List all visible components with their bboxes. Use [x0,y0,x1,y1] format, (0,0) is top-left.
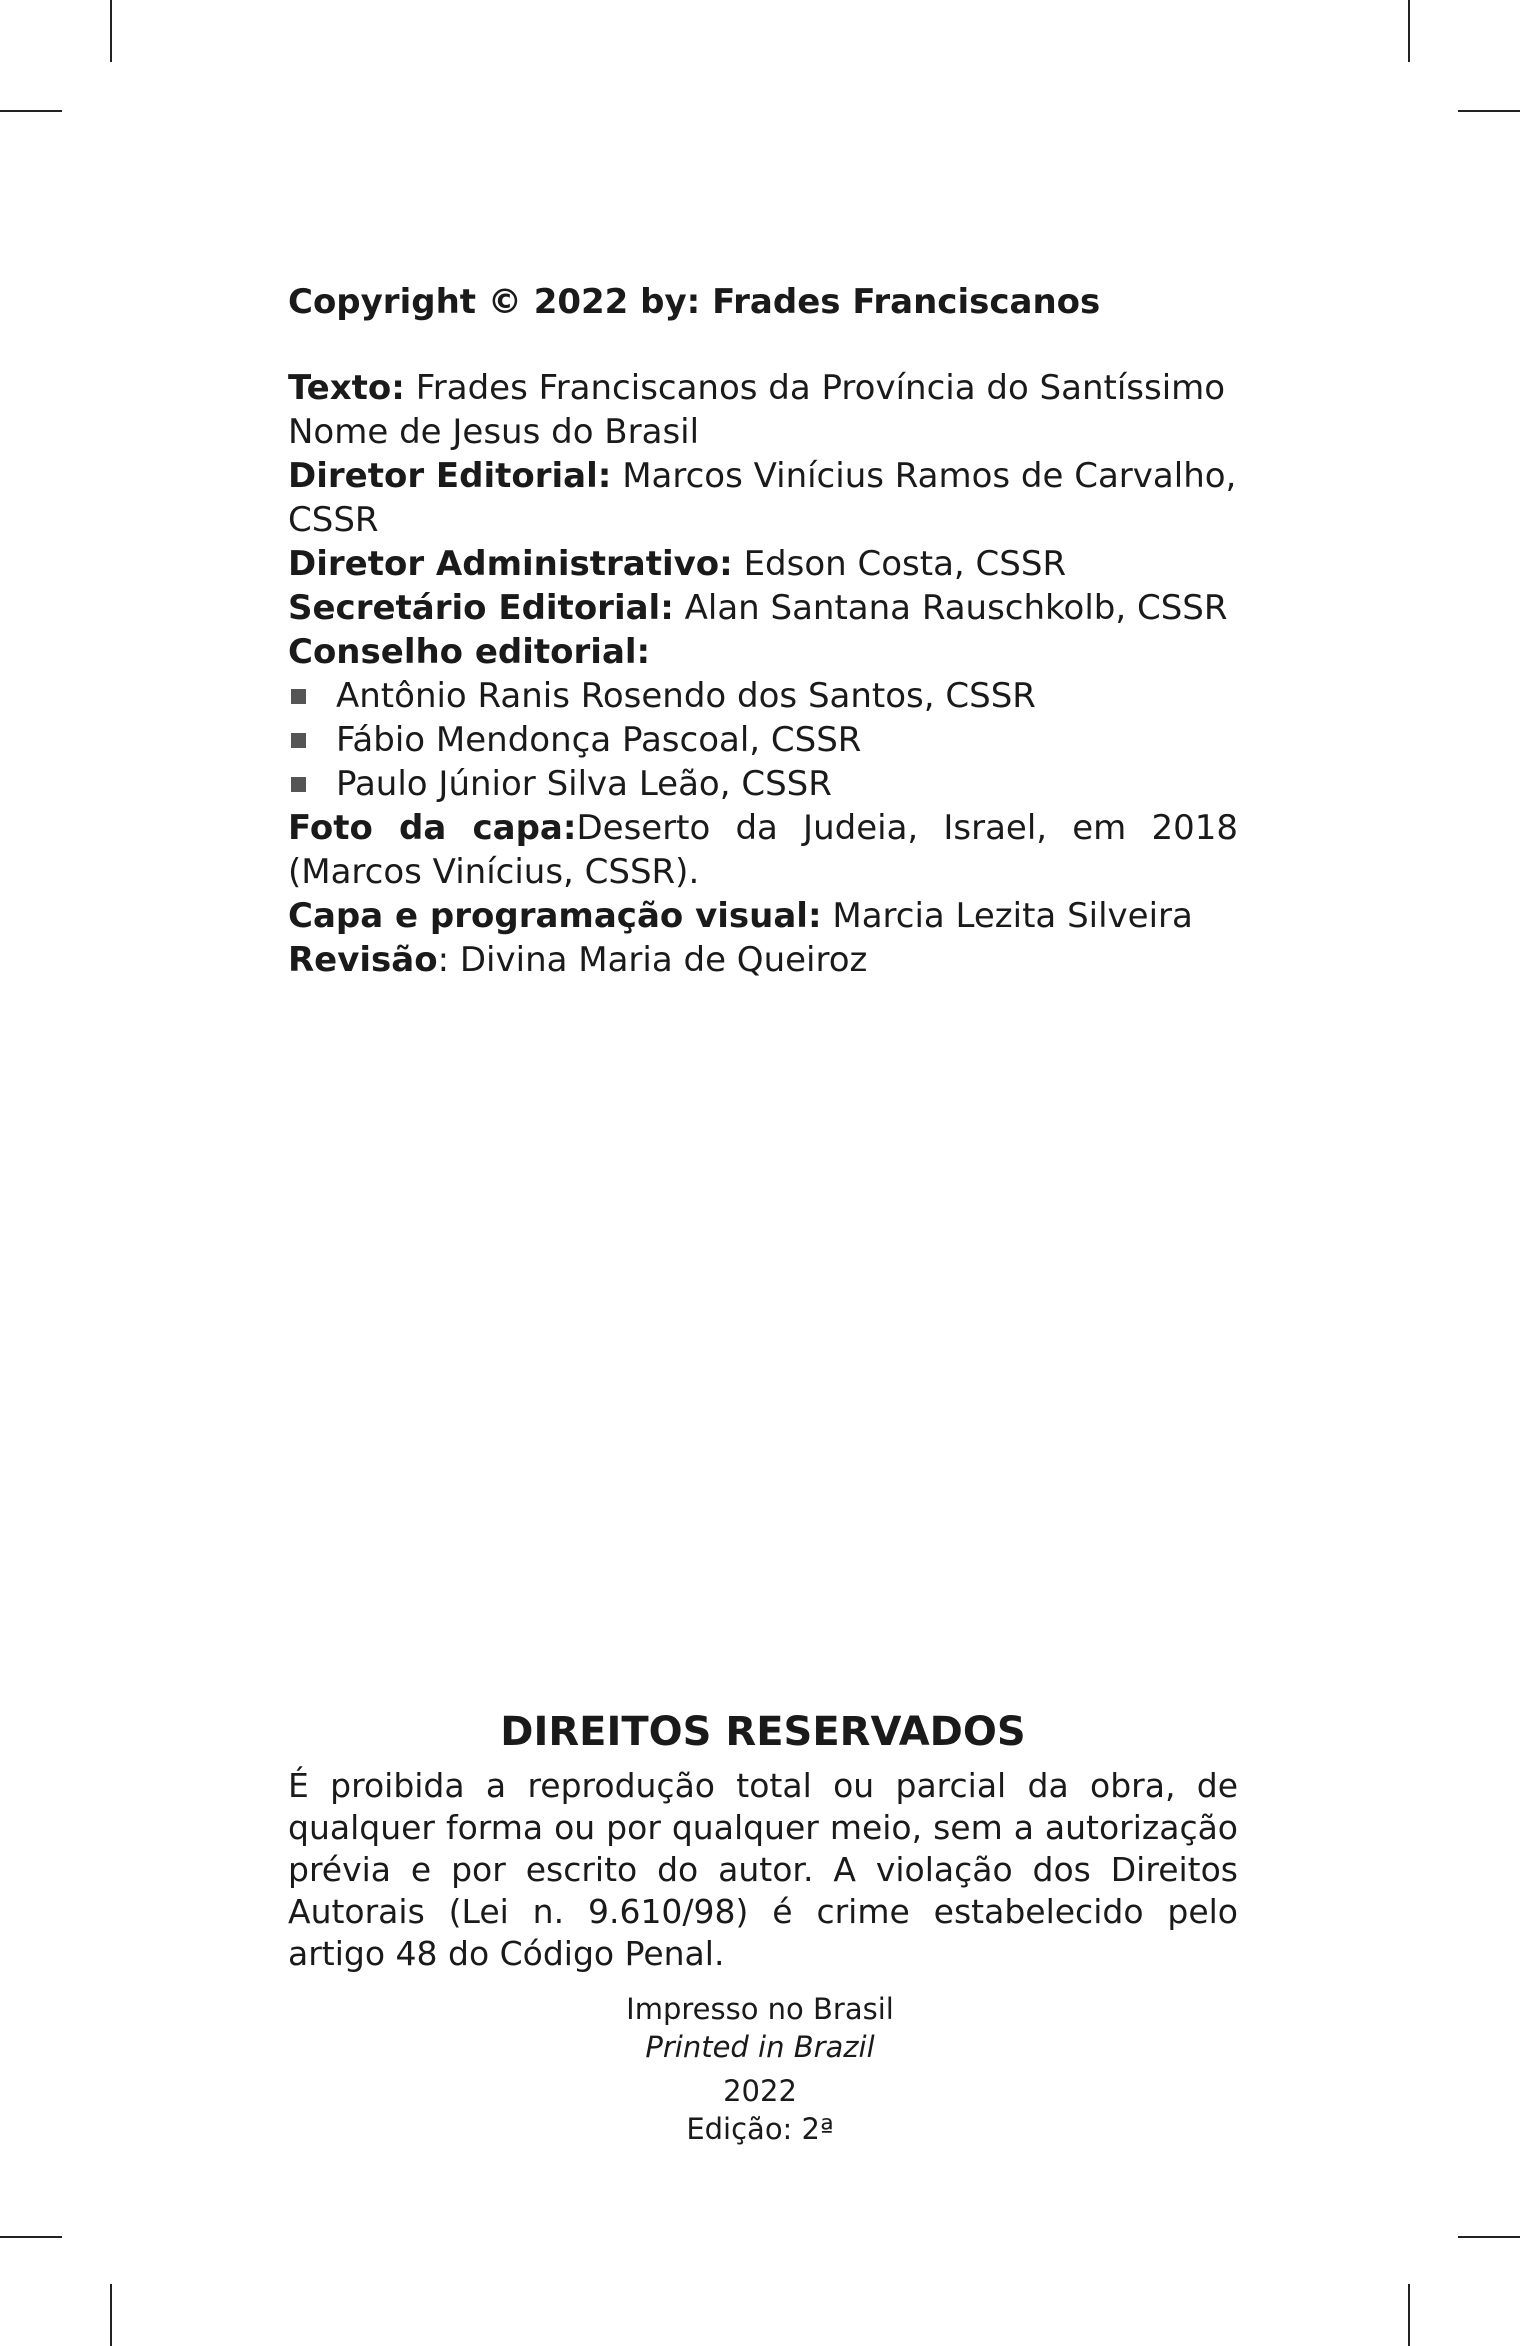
diretor-editorial-label: Diretor Editorial: [288,456,612,496]
texto-row [288,366,1238,454]
crop-mark-bottom-right [1408,2284,1410,2346]
revisao-value: : Divina Maria de Queiroz [437,940,868,980]
rights-section [288,1705,1238,1975]
conselho-member: Fábio Mendonça Pascoal, CSSR [336,720,862,760]
revisao-row [288,938,1238,982]
copyright-line: Copyright © 2022 by: Frades Franciscanos [288,282,1101,322]
square-bullet-icon [291,733,306,748]
crop-mark-bottom-right-h [1458,2236,1520,2238]
rights-title: DIREITOS RESERVADOS [500,1709,1026,1755]
revisao-label: Revisão [288,940,438,980]
credits-block [288,280,1238,982]
conselho-list [288,674,1238,806]
texto-value: Frades Franciscanos da Província do Santíssimo Nome de Jesus do Brasil [288,368,1226,452]
list-item [288,762,1238,806]
secretario-editorial-value: Alan Santana Rauschkolb, CSSR [684,588,1228,628]
list-item [288,674,1238,718]
secretario-editorial-label: Secretário Editorial: [288,588,674,628]
square-bullet-icon [291,777,306,792]
edition: Edição: 2ª [686,2112,834,2146]
foto-label: Foto da capa: [288,808,577,848]
crop-mark-top-right [1408,0,1410,62]
capa-value: Marcia Lezita Silveira [832,896,1193,936]
diretor-administrativo-row [288,542,1238,586]
conselho-member: Antônio Ranis Rosendo dos Santos, CSSR [336,676,1036,716]
conselho-label: Conselho editorial: [288,632,651,672]
diretor-editorial-value: Marcos Vinícius Ramos de Carvalho, CSSR [288,456,1237,540]
conselho-member: Paulo Júnior Silva Leão, CSSR [336,764,832,804]
diretor-administrativo-label: Diretor Administrativo: [288,544,733,584]
printed-en: Printed in Brazil [645,2030,875,2064]
secretario-editorial-row [288,586,1238,630]
printed-pt: Impresso no Brasil [626,1992,894,2026]
imprint-block [488,1990,1032,2148]
foto-row [288,806,1238,894]
list-item [288,718,1238,762]
crop-mark-bottom-left-h [0,2236,62,2238]
crop-mark-top-left [110,0,112,62]
texto-label: Texto: [288,368,405,408]
publication-year: 2022 [723,2074,797,2108]
diretor-administrativo-value: Edson Costa, CSSR [743,544,1067,584]
square-bullet-icon [291,689,306,704]
crop-mark-top-left-h [0,110,62,112]
capa-row [288,894,1238,938]
capa-label: Capa e programação visual: [288,896,822,936]
crop-mark-top-right-h [1458,110,1520,112]
rights-body: É proibida a reprodução total ou parcial da obra, de qualquer forma ou por qualquer meio, sem a autorização prévia e por escrito do autor. A violação dos Direitos Autorais (Lei n. 9.610/98) é crime estabelecido pelo artigo 48 do Código Penal. [288,1766,1238,1973]
foto-value: Deserto da Judeia, Israel, em 2018 (Marcos Vinícius, CSSR). [288,808,1238,892]
conselho-row [288,630,1238,674]
crop-mark-bottom-left [110,2284,112,2346]
diretor-editorial-row [288,454,1238,542]
